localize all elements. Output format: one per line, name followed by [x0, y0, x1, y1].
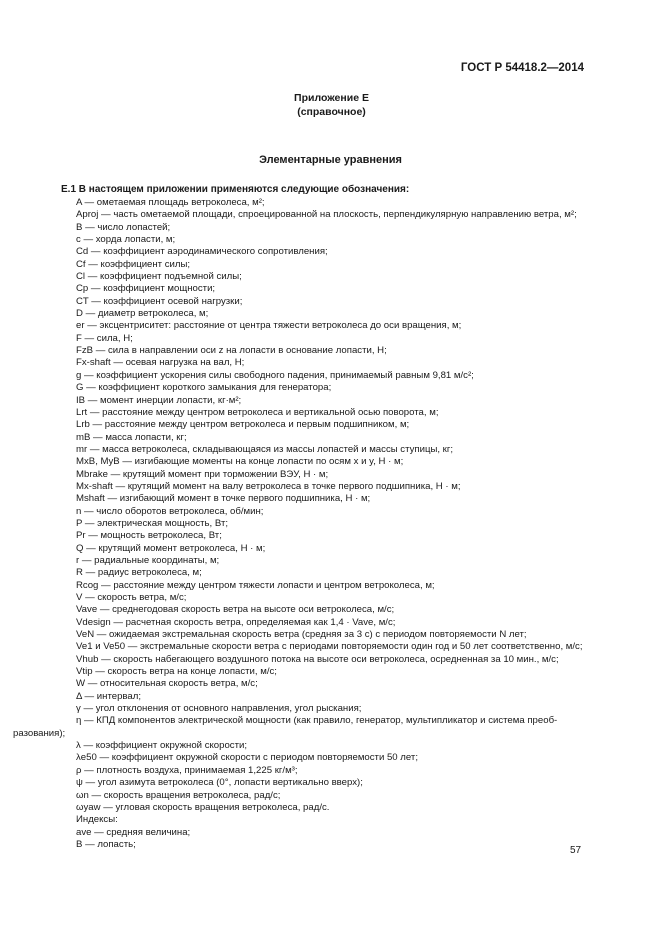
page-number: 57: [570, 845, 582, 856]
definition-item: Mbrake — крутящий момент при торможении ВЭУ, Н · м;: [76, 468, 329, 480]
definition-item: ωn — скорость вращения ветроколеса, рад/с;: [76, 789, 281, 801]
definition-item: λe50 — коэффициент окружной скорости с периодом повторяемости 50 лет;: [76, 752, 418, 764]
definition-item: Ve1 и Ve50 — экстремальные скорости ветра с периодами повторяемости один год и 50 лет соответственно, м/с;: [76, 641, 583, 653]
definition-item: ave — средняя величина;: [76, 826, 191, 838]
appendix-title: Приложение Е: [294, 92, 369, 104]
definition-item: Rcog — расстояние между центром тяжести лопасти и центром ветроколеса, м;: [76, 579, 435, 591]
definition-item: ψ — угол азимута ветроколеса (0°, лопасти вертикально вверх);: [76, 777, 363, 789]
definition-item: CT — коэффициент осевой нагрузки;: [76, 295, 243, 307]
definition-item: mr — масса ветроколеса, складывающаяся из массы лопастей и массы ступицы, кг;: [76, 443, 454, 455]
definition-item: λ — коэффициент окружной скорости;: [76, 740, 248, 752]
definition-item: Vdesign — расчетная скорость ветра, определяемая как 1,4 · Vave, м/с;: [76, 616, 396, 628]
definition-item: Pr — мощность ветроколеса, Вт;: [76, 530, 222, 542]
definition-item: Lrb — расстояние между центром ветроколеса и первым подшипником, м;: [76, 419, 410, 431]
definition-item: c — хорда лопасти, м;: [76, 234, 176, 246]
definition-item: B — лопасть;: [76, 838, 136, 850]
definition-item: R — радиус ветроколеса, м;: [76, 567, 202, 579]
definition-item: A — ометаемая площадь ветроколеса, м²;: [76, 197, 265, 208]
definition-item: IB — момент инерции лопасти, кг·м²;: [76, 394, 242, 406]
definition-item: Cl — коэффициент подъемной силы;: [76, 271, 242, 283]
definition-item: Q — крутящий момент ветроколеса, Н · м;: [76, 542, 266, 554]
definition-item: Δ — интервал;: [76, 690, 142, 702]
definition-item: mB — масса лопасти, кг;: [76, 431, 187, 443]
definitions-list: [13, 197, 596, 851]
definition-item: B — число лопастей;: [76, 221, 171, 233]
definition-item: VeN — ожидаемая экстремальная скорость ветра (средняя за 3 с) с периодом повторяемости N лет;: [76, 629, 527, 641]
definition-item: Vtip — скорость ветра на конце лопасти, м/с;: [76, 666, 277, 678]
definition-item: n — число оборотов ветроколеса, об/мин;: [76, 505, 264, 517]
definition-item-continuation: разования);: [13, 727, 66, 739]
definition-item: MxB, MyB — изгибающие моменты на конце лопасти по осям x и y, Н · м;: [76, 456, 404, 468]
definition-item: Fx-shaft — осевая нагрузка на вал, Н;: [76, 357, 245, 369]
indices-heading: Индексы:: [76, 814, 118, 826]
definition-item: ωyaw — угловая скорость вращения ветроколеса, рад/с.: [76, 801, 330, 813]
definition-item: Lrt — расстояние между центром ветроколеса и вертикальной осью поворота, м;: [76, 406, 439, 418]
appendix-note: (справочное): [297, 106, 366, 118]
definition-item: G — коэффициент короткого замыкания для генератора;: [76, 382, 332, 394]
definition-item: Mshaft — изгибающий момент в точке первого подшипника, Н · м;: [76, 493, 371, 505]
definition-item: V — скорость ветра, м/с;: [76, 592, 187, 603]
definition-item: Cd — коэффициент аэродинамического сопротивления;: [76, 246, 328, 258]
definition-item: γ — угол отклонения от основного направления, угол рыскания;: [76, 703, 362, 715]
definition-item: er — эксцентриситет: расстояние от центра тяжести ветроколеса до оси вращения, м;: [76, 320, 462, 332]
definition-item: Vhub — скорость набегающего воздушного потока на высоте оси ветроколеса, осредненная за 10 мин., м/с;: [76, 653, 559, 665]
definition-item: Cf — коэффициент силы;: [76, 258, 191, 270]
definition-item: g — коэффициент ускорения силы свободного падения, принимаемый равным 9,81 м/с²;: [76, 369, 474, 381]
definition-item: r — радиальные координаты, м;: [76, 554, 220, 566]
definition-item: W — относительная скорость ветра, м/с;: [76, 678, 258, 690]
definition-item: P — электрическая мощность, Вт;: [76, 517, 229, 529]
definition-item: F — сила, Н;: [76, 332, 133, 344]
intro-paragraph: Е.1 В настоящем приложении применяются следующие обозначения:: [61, 184, 410, 195]
definition-item: η — КПД компонентов электрической мощности (как правило, генератор, мультипликатор и система преоб-: [76, 715, 558, 727]
definition-item: Mx-shaft — крутящий момент на валу ветроколеса в точке первого подшипника, Н · м;: [76, 480, 461, 492]
definition-item: Cp — коэффициент мощности;: [76, 283, 216, 295]
standard-number: ГОСТ Р 54418.2—2014: [460, 62, 584, 74]
section-title: Элементарные уравнения: [259, 154, 402, 166]
definition-item: FzB — сила в направлении оси z на лопасти в основание лопасти, Н;: [76, 345, 387, 357]
definition-item: Vave — среднегодовая скорость ветра на высоте оси ветроколеса, м/с;: [76, 604, 395, 616]
definition-item: Aproj — часть ометаемой площади, спроецированной на плоскость, перпендикулярную направлению ветра, м²;: [76, 209, 577, 221]
definition-item: ρ — плотность воздуха, принимаемая 1,225 кг/м³;: [76, 764, 298, 776]
definition-item: D — диаметр ветроколеса, м;: [76, 308, 209, 320]
